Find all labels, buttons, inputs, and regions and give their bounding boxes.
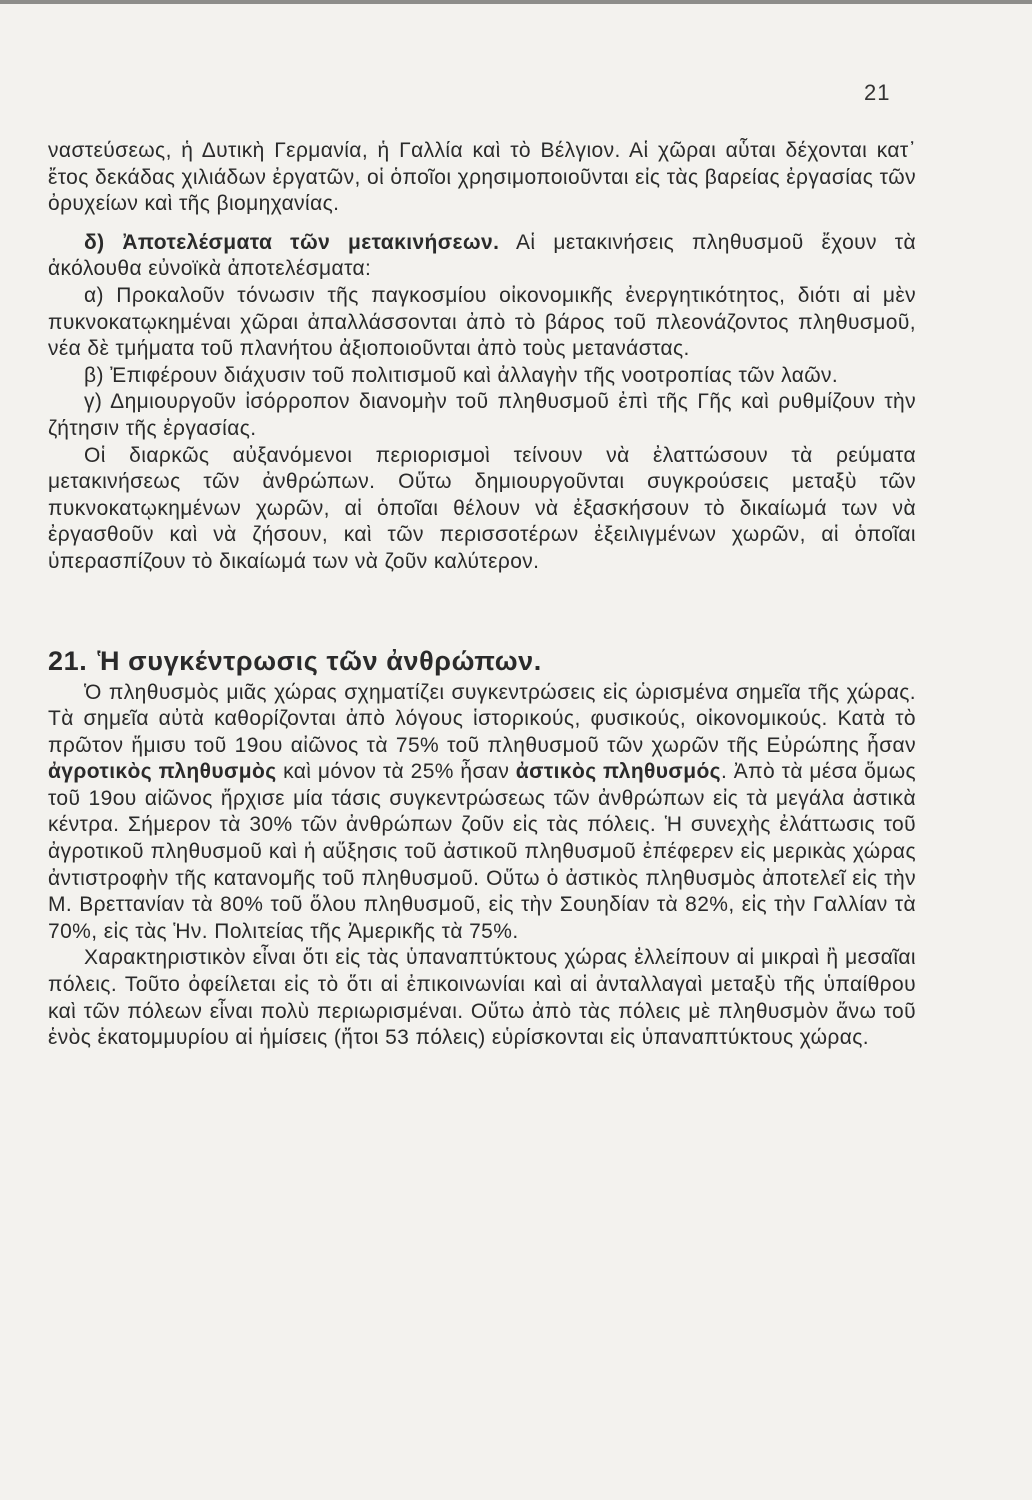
paragraph-intro: ναστεύσεως, ἡ Δυτικὴ Γερμανία, ἡ Γαλλία καὶ τὸ Βέλγιον. Αἱ χῶραι αὗται δέχονται κατ᾽ ἔτος δεκάδας χιλιάδων ἐργατῶν, οἱ ὁποῖοι χρησιμοποιοῦνται εἰς τὰς βαρείας ἐργασίας τῶν ὀρυχείων καὶ τῆς βιομηχανίας. (48, 139, 916, 216)
page-top-edge (0, 0, 1032, 4)
section-d-lead: Αἱ μετακινήσεις πληθυσμοῦ ἔχουν τὰ ἀκόλουθα εὐνοϊκὰ ἀποτελέσματα: (48, 230, 917, 281)
section-heading (48, 644, 916, 678)
list-item-a: α) Προκαλοῦν τόνωσιν τῆς παγκοσμίου οἰκονομικῆς ἐνεργητικότητος, διότι αἱ μὲν πυκνοκατῳκημέναι χῶραι ἀπαλλάσσονται ἀπὸ τὸ βάρος τοῦ πλεονάζοντος πληθυσμοῦ, νέα δὲ τμήματα τοῦ πλανήτου ἀξιοποιοῦνται ἀπὸ τοὺς μετανάστας. (48, 283, 916, 361)
bold-term-urban: ἀστικὸς πληθυσμός (515, 760, 721, 784)
paragraph-final: Χαρακτηριστικὸν εἶναι ὅτι εἰς τὰς ὑπαναπτύκτους χώρας ἐλλείπουν αἱ μικραὶ ἢ μεσαῖαι πόλεις. Τοῦτο ὀφείλεται εἰς τὸ ὅτι αἱ ἐπικοινωνίαι καὶ αἱ ἀνταλλαγαὶ μεταξὺ τῆς ὑπαίθρου καὶ τῶν πόλεων εἶναι πολὺ περιωρισμέναι. Οὕτω ἀπὸ τὰς πόλεις μὲ πληθυσμὸν ἄνω τοῦ ἑνὸς ἑκατομμυρίου αἱ ἡμίσεις (ἤτοι 53 πόλεις) εὑρίσκονται εἰς ὑπαναπτύκτους χώρας. (48, 946, 916, 1050)
bold-term-rural: ἀγροτικὸς πληθυσμὸς (48, 760, 277, 784)
text-run: Ὁ πληθυσμὸς μιᾶς χώρας σχηματίζει συγκεντρώσεις εἰς ὡρισμένα σημεῖα τῆς χώρας. Τὰ σημεῖα αὐτὰ καθορίζονται ἀπὸ λόγους ἱστορικούς, φυσικούς, οἰκονομικούς. Κατὰ τὸ πρῶτον ἥμισυ τοῦ 19ου αἰῶνος τὰ 75% τοῦ πληθυσμοῦ τῶν χωρῶν τῆς Εὐρώπης ἦσαν (48, 680, 916, 757)
page-number: 21 (864, 80, 891, 105)
list-item-c: γ) Δημιουργοῦν ἰσόρροπον διανομὴν τοῦ πληθυσμοῦ ἐπὶ τῆς Γῆς καὶ ρυθμίζουν τὴν ζήτησιν τῆς ἐργασίας. (48, 390, 916, 440)
paragraph-section-d (48, 230, 916, 283)
paragraph-concentration (48, 680, 916, 946)
section-number: 21. (48, 645, 88, 676)
list-item-b: β) Ἐπιφέρουν διάχυσιν τοῦ πολιτισμοῦ καὶ ἀλλαγὴν τῆς νοοτροπίας τῶν λαῶν. (84, 363, 839, 387)
text-run: . Ἀπὸ τὰ μέσα ὅμως τοῦ 19ου αἰῶνος ἤρχισε μία τάσις συγκεντρώσεως τῶν ἀνθρώπων εἰς τὰ μεγάλα ἀστικὰ κέντρα. Σήμερον τὰ 30% τῶν ἀνθρώπων ζοῦν εἰς τὰς πόλεις. Ἡ συνεχὴς ἐλάττωσις τοῦ ἀγροτικοῦ πληθυσμοῦ καὶ ἡ αὔξησις τοῦ ἀστικοῦ πληθυσμοῦ ἐπέφερεν εἰς μερικὰς χώρας ἀντιστροφὴν τῆς κατανομῆς τοῦ πληθυσμοῦ. Οὕτω ὁ ἀστικὸς πληθυσμὸς ἀποτελεῖ εἰς τὴν Μ. Βρεττανίαν τὰ 80% τοῦ ὅλου πληθυσμοῦ, εἰς τὴν Σουηδίαν τὰ 82%, εἰς τὴν Γαλλίαν τὰ 70%, εἰς τὰς Ἡν. Πολιτείας τῆς Ἀμερικῆς τὰ 75%. (48, 760, 917, 943)
subheading-effects: δ) Ἀποτελέσματα τῶν μετακινήσεων. (84, 230, 500, 254)
text-run: καὶ μόνον τὰ 25% ἦσαν (276, 760, 516, 784)
page-body (48, 138, 916, 1052)
section-title: Ἡ συγκέντρωσις τῶν ἀνθρώπων. (97, 645, 542, 676)
paragraph-restrictions: Οἱ διαρκῶς αὐξανόμενοι περιορισμοὶ τείνουν νὰ ἐλαττώσουν τὰ ρεύματα μετακινήσεως τῶν ἀνθρώπων. Οὕτω δημιουργοῦνται συγκρούσεις μεταξὺ τῶν πυκνοκατῳκημένων χωρῶν, αἱ ὁποῖαι θέλουν νὰ ἐξασκήσουν τὸ δικαίωμά των νὰ ἐργασθοῦν καὶ νὰ ζήσουν, καὶ τῶν περισσοτέρων ἐξειλιγμένων χωρῶν, αἱ ὁποῖαι ὑπερασπίζουν τὸ δικαίωμά των νὰ ζοῦν καλύτερον. (48, 443, 916, 573)
